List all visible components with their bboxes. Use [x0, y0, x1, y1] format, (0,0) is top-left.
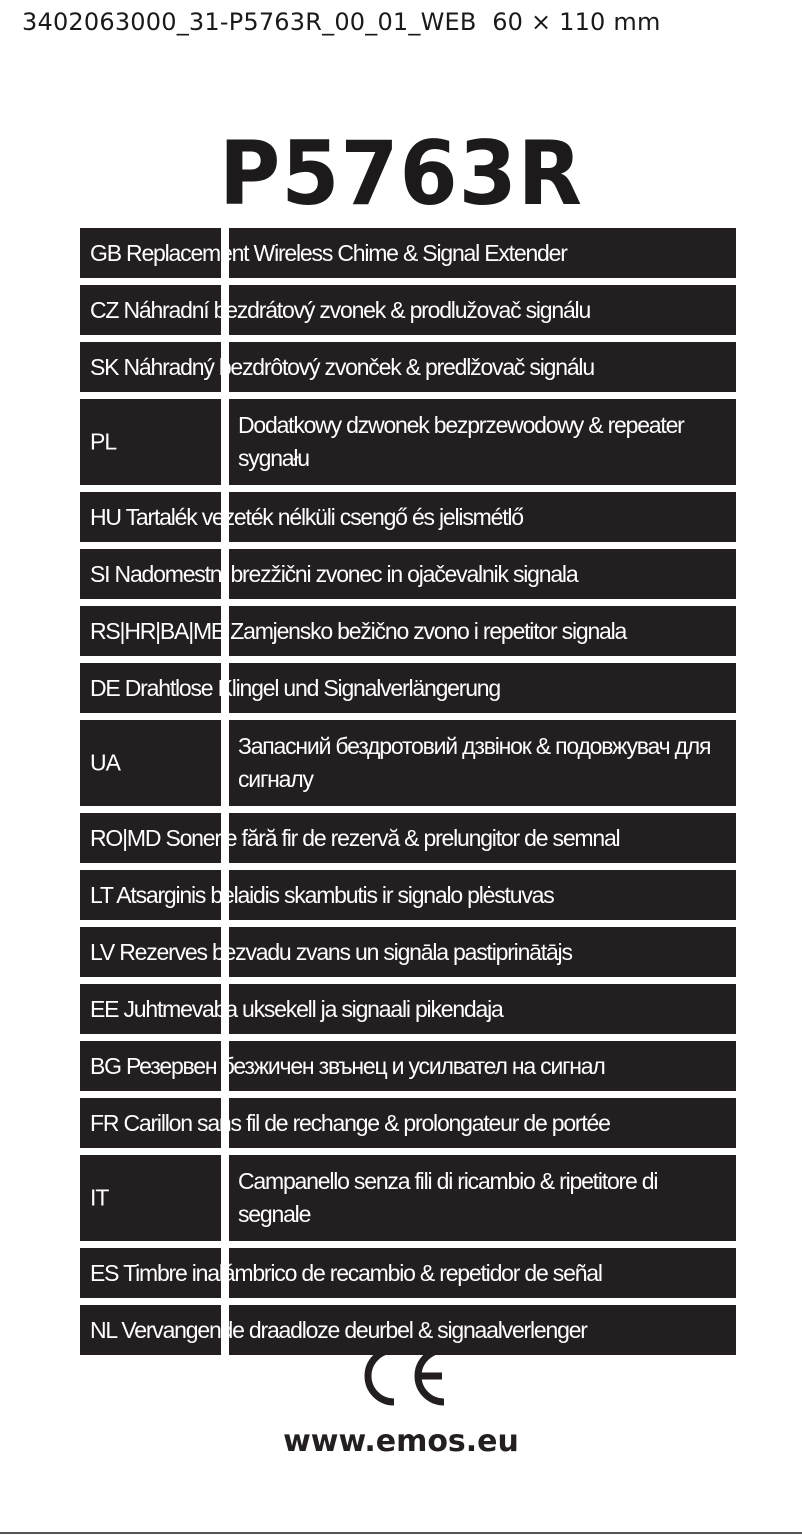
product-description: Replacement Wireless Chime & Signal Extender	[126, 240, 567, 266]
product-description: Juhtmevaba uksekell ja signaali pikendaja	[123, 996, 503, 1022]
product-description: Carillon sans fil de rechange & prolongateur de portée	[123, 1110, 610, 1136]
translation-row-lv	[80, 927, 736, 977]
translation-row-bg	[80, 1041, 736, 1091]
translation-row-lt	[80, 870, 736, 920]
product-description: Vervangende draadloze deurbel & signaalverlenger	[121, 1317, 587, 1343]
product-description: Tartalék vezeték nélküli csengő és jelismétlő	[125, 504, 523, 530]
product-description: Nadomestni brezžični zvonec in ojačevalnik signala	[114, 561, 578, 587]
translation-row-si	[80, 549, 736, 599]
language-code: LV	[90, 939, 115, 965]
model-number: P5763R	[218, 122, 584, 225]
translation-table	[80, 228, 736, 1362]
language-code: ES	[90, 1260, 119, 1286]
translation-row-cz	[80, 285, 736, 335]
ce-mark-icon	[350, 1344, 450, 1408]
product-description: Dodatkowy dzwonek bezprzewodowy & repeater sygnału	[238, 412, 684, 471]
product-description: Rezerves bezvadu zvans un signāla pastiprinātājs	[119, 939, 572, 965]
product-description: Запасний бездротовий дзвінок & подовжувач для сигналу	[238, 733, 711, 792]
language-code: SI	[90, 561, 110, 587]
product-description: Campanello senza fili di ricambio & ripetitore di segnale	[238, 1168, 658, 1227]
file-label: 3402063000_31-P5763R_00_01_WEB 60 × 110 mm	[22, 8, 661, 36]
translation-row-ua	[80, 720, 736, 806]
language-code: CZ	[90, 297, 119, 323]
language-code: BG	[90, 1053, 121, 1079]
language-code: UA	[90, 749, 120, 776]
language-code: HU	[90, 504, 121, 530]
language-code: NL	[90, 1317, 117, 1343]
product-description: Резервен безжичен звънец и усилвател на сигнал	[126, 1053, 605, 1079]
product-description: Drahtlose Klingel und Signalverlängerung	[124, 675, 500, 701]
language-code: IT	[90, 1184, 109, 1211]
translation-row-ee	[80, 984, 736, 1034]
translation-row-gb	[80, 228, 736, 278]
language-code: FR	[90, 1110, 119, 1136]
product-description: Náhradní bezdrátový zvonek & prodlužovač signálu	[123, 297, 591, 323]
page-divider	[0, 1532, 802, 1534]
translation-row-de	[80, 663, 736, 713]
product-description: Zamjensko bežično zvono i repetitor signala	[230, 618, 627, 644]
website-url: www.emos.eu	[283, 1424, 519, 1459]
language-code: EE	[90, 996, 119, 1022]
product-description: Atsarginis belaidis skambutis ir signalo plėstuvas	[116, 882, 554, 908]
translation-row-fr	[80, 1098, 736, 1148]
product-description: Sonerie fără fir de rezervă & prelungitor de semnal	[165, 825, 620, 851]
language-code: PL	[90, 428, 117, 455]
product-description: Náhradný bezdrôtový zvonček & predlžovač signálu	[123, 354, 594, 380]
language-code: SK	[90, 354, 119, 380]
translation-row-pl	[80, 399, 736, 485]
language-code: DE	[90, 675, 120, 701]
translation-row-es	[80, 1248, 736, 1298]
translation-row-it	[80, 1155, 736, 1241]
product-description: Timbre inalámbrico de recambio & repetidor de señal	[123, 1260, 602, 1286]
translation-row-hu	[80, 492, 736, 542]
translation-row-rs-hr-ba-me	[80, 606, 736, 656]
translation-row-ro-md	[80, 813, 736, 863]
language-code: RO|MD	[90, 825, 161, 851]
translation-row-sk	[80, 342, 736, 392]
language-code: GB	[90, 240, 121, 266]
language-code: RS|HR|BA|ME	[90, 618, 226, 644]
language-code: LT	[90, 882, 113, 908]
